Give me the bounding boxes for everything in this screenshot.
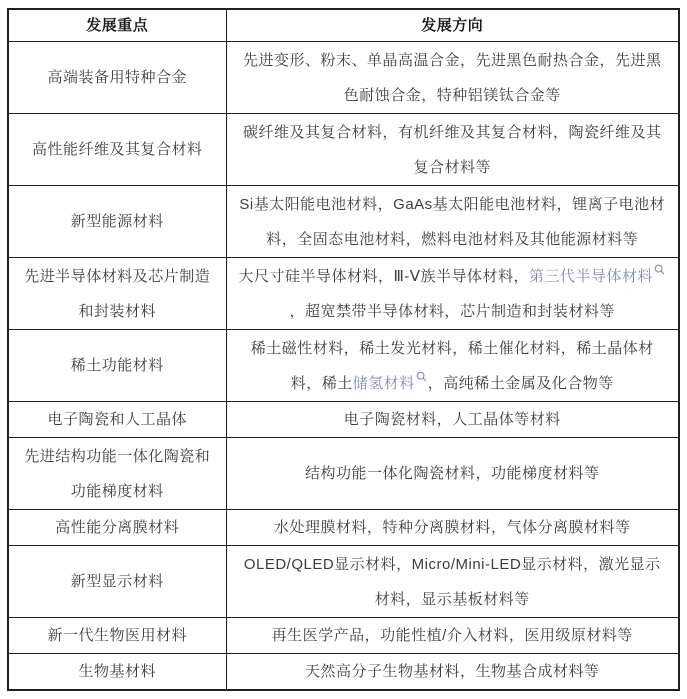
direction-cell: 再生医学产品，功能性植/介入材料，医用级原材料等 <box>226 618 679 654</box>
direction-cell: 碳纤维及其复合材料，有机纤维及其复合材料，陶瓷纤维及其复合材料等 <box>226 114 679 186</box>
focus-cell: 新型能源材料 <box>8 186 226 258</box>
header-row <box>8 9 679 42</box>
table-row <box>8 402 679 438</box>
direction-text: 大尺寸硅半导体材料，Ⅲ-Ⅴ族半导体材料， <box>238 267 530 285</box>
table-row <box>8 546 679 618</box>
direction-cell <box>226 330 679 402</box>
focus-cell: 新型显示材料 <box>8 546 226 618</box>
table-row <box>8 510 679 546</box>
focus-cell: 电子陶瓷和人工晶体 <box>8 402 226 438</box>
table-row <box>8 330 679 402</box>
materials-development-table <box>7 8 680 691</box>
focus-cell: 新一代生物医用材料 <box>8 618 226 654</box>
direction-cell: 天然高分子生物基材料，生物基合成材料等 <box>226 654 679 691</box>
focus-cell: 高性能分离膜材料 <box>8 510 226 546</box>
annotation-link[interactable]: 储氢材料 <box>352 374 415 392</box>
direction-cell: 结构功能一体化陶瓷材料，功能梯度材料等 <box>226 438 679 510</box>
table-row <box>8 618 679 654</box>
search-icon[interactable] <box>654 264 665 275</box>
table-row <box>8 186 679 258</box>
table-row <box>8 438 679 510</box>
direction-text: ，高纯稀土金属及化合物等 <box>427 374 614 392</box>
focus-cell: 生物基材料 <box>8 654 226 691</box>
focus-cell: 先进结构功能一体化陶瓷和功能梯度材料 <box>8 438 226 510</box>
direction-cell: Si基太阳能电池材料，GaAs基太阳能电池材料，锂离子电池材料，全固态电池材料，燃料电池材料及其他能源材料等 <box>226 186 679 258</box>
focus-cell: 稀土功能材料 <box>8 330 226 402</box>
direction-cell <box>226 258 679 330</box>
table-row <box>8 114 679 186</box>
direction-cell: 先进变形、粉末、单晶高温合金，先进黑色耐热合金，先进黑色耐蚀合金，特种铝镁钛合金等 <box>226 42 679 114</box>
direction-text: ，超宽禁带半导体材料，芯片制造和封装材料等 <box>289 302 615 320</box>
direction-text: 稀土磁性材料，稀土发光材料，稀土催化材料，稀土晶体材料，稀土 <box>250 339 654 392</box>
table-row <box>8 42 679 114</box>
focus-cell: 高性能纤维及其复合材料 <box>8 114 226 186</box>
header-development-focus: 发展重点 <box>8 9 226 42</box>
direction-cell: 水处理膜材料，特种分离膜材料，气体分离膜材料等 <box>226 510 679 546</box>
direction-cell: OLED/QLED显示材料，Micro/Mini-LED显示材料，激光显示材料，显示基板材料等 <box>226 546 679 618</box>
annotation-link[interactable]: 第三代半导体材料 <box>529 267 654 285</box>
focus-cell: 先进半导体材料及芯片制造和封装材料 <box>8 258 226 330</box>
table-row <box>8 654 679 691</box>
focus-cell: 高端装备用特种合金 <box>8 42 226 114</box>
direction-cell: 电子陶瓷材料，人工晶体等材料 <box>226 402 679 438</box>
table-row <box>8 258 679 330</box>
search-icon[interactable] <box>416 371 427 382</box>
header-development-direction: 发展方向 <box>226 9 679 42</box>
